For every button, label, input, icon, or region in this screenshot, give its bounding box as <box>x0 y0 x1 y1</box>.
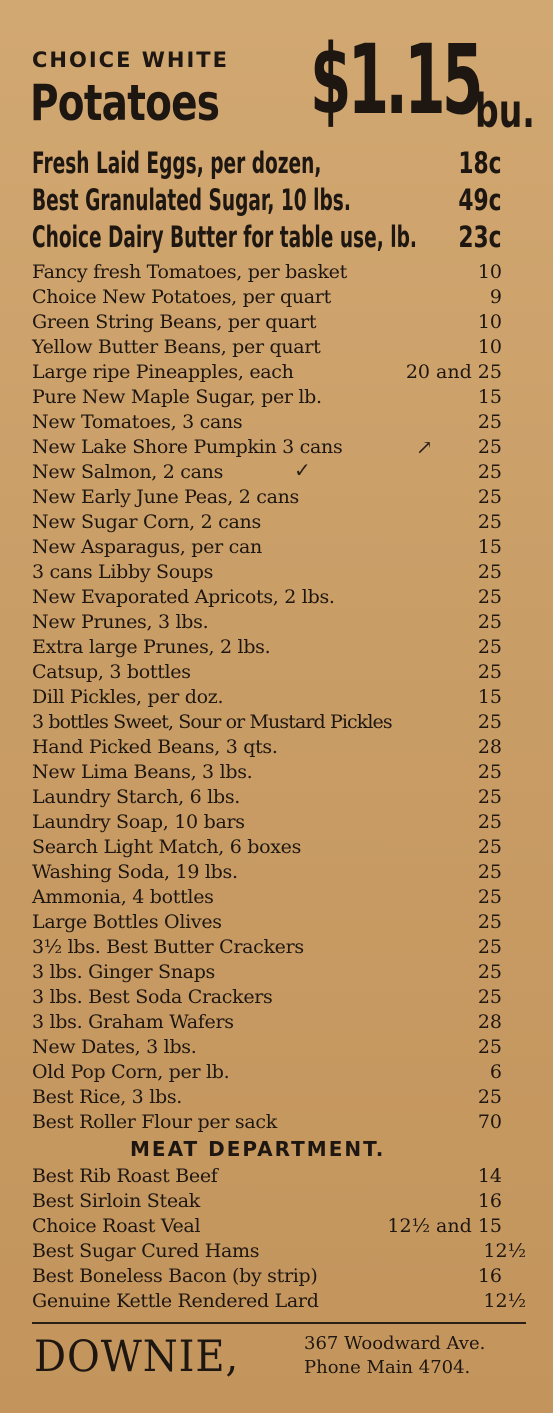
featured-item: Choice Dairy Butter for table use, lb. <box>32 220 417 254</box>
item-name: 3 lbs. Best Soda Crackers <box>32 986 273 1008</box>
item-price: 25 <box>477 1086 502 1108</box>
store-footer <box>32 1330 532 1390</box>
list-item <box>32 410 502 435</box>
item-name: Best Boneless Bacon (by strip) <box>32 1265 318 1287</box>
item-price: 25 <box>477 661 502 683</box>
item-name: New Early June Peas, 2 cans <box>32 486 299 508</box>
item-name: New Asparagus, per can <box>32 536 262 558</box>
item-name: 3 lbs. Graham Wafers <box>32 1011 234 1033</box>
item-price: 25 <box>477 1036 502 1058</box>
list-item <box>32 510 502 535</box>
store-address: 367 Woodward Ave. <box>304 1333 486 1354</box>
item-name: Catsup, 3 bottles <box>32 661 191 683</box>
item-price: 28 <box>477 736 502 758</box>
item-name: New Sugar Corn, 2 cans <box>32 511 261 533</box>
featured-price: 18c <box>458 146 502 180</box>
item-price: 10 <box>477 311 502 333</box>
item-price: 25 <box>477 986 502 1008</box>
store-phone: Phone Main 4704. <box>304 1357 471 1378</box>
item-price: 15 <box>477 536 502 558</box>
list-item <box>32 1189 526 1214</box>
item-price: 12½ <box>483 1240 526 1262</box>
item-price: 25 <box>477 461 502 483</box>
list-item <box>32 1010 502 1035</box>
item-name: Genuine Kettle Rendered Lard <box>32 1290 319 1312</box>
item-price: 25 <box>477 936 502 958</box>
list-item <box>32 1035 502 1060</box>
item-name: Washing Soda, 19 lbs. <box>32 861 238 883</box>
item-price: 25 <box>477 961 502 983</box>
item-name: Hand Picked Beans, 3 qts. <box>32 736 278 758</box>
meat-department-heading: MEAT DEPARTMENT. <box>130 1137 386 1161</box>
item-price: 12½ and 15 <box>387 1215 502 1237</box>
grocery-list <box>32 260 502 1135</box>
item-price: 20 and 25 <box>405 361 502 383</box>
featured-row <box>32 183 502 217</box>
featured-row <box>32 146 502 180</box>
list-item <box>32 1060 502 1085</box>
item-price: 25 <box>477 586 502 608</box>
list-item <box>32 285 502 310</box>
list-item <box>32 560 502 585</box>
list-item <box>32 1164 526 1189</box>
pen-arrow-icon: ↗ <box>416 435 433 459</box>
list-item <box>32 385 502 410</box>
item-name: New Dates, 3 lbs. <box>32 1036 197 1058</box>
list-item <box>32 985 502 1010</box>
store-name: DOWNIE, <box>34 1332 240 1382</box>
list-item <box>32 960 502 985</box>
footer-divider <box>32 1322 526 1324</box>
item-price: 25 <box>477 786 502 808</box>
item-name: Best Rice, 3 lbs. <box>32 1086 183 1108</box>
item-name: Extra large Prunes, 2 lbs. <box>32 636 271 658</box>
potato-headline <box>30 24 535 152</box>
list-item <box>32 635 502 660</box>
item-price: 25 <box>477 486 502 508</box>
list-item <box>32 1239 526 1264</box>
list-item <box>32 335 502 360</box>
item-name: New Tomatoes, 3 cans <box>32 411 243 433</box>
item-price: 16 <box>477 1265 502 1287</box>
featured-row <box>32 220 502 254</box>
headline-price: $1.15 <box>310 24 480 136</box>
item-price: 25 <box>477 436 502 458</box>
item-price: 25 <box>477 561 502 583</box>
list-item <box>32 260 502 285</box>
list-item <box>32 535 502 560</box>
featured-item: Best Granulated Sugar, 10 lbs. <box>32 183 351 217</box>
item-price: 70 <box>477 1111 502 1133</box>
item-price: 25 <box>477 761 502 783</box>
item-name: Choice Roast Veal <box>32 1215 201 1237</box>
item-name: Large ripe Pineapples, each <box>32 361 294 383</box>
item-price: 25 <box>477 836 502 858</box>
item-name: Ammonia, 4 bottles <box>32 886 214 908</box>
item-name: Best Rib Roast Beef <box>32 1165 218 1187</box>
list-item <box>32 760 502 785</box>
featured-item: Fresh Laid Eggs, per dozen, <box>32 146 322 180</box>
item-price: 25 <box>477 811 502 833</box>
item-name: New Salmon, 2 cans <box>32 461 224 483</box>
item-price: 25 <box>477 911 502 933</box>
item-name: Pure New Maple Sugar, per lb. <box>32 386 322 408</box>
item-name: Old Pop Corn, per lb. <box>32 1061 230 1083</box>
item-price: 6 <box>489 1061 502 1083</box>
item-price: 12½ <box>483 1290 526 1312</box>
item-name: 3 cans Libby Soups <box>32 561 214 583</box>
list-item <box>32 1085 502 1110</box>
item-price: 10 <box>477 261 502 283</box>
item-name: Best Sugar Cured Hams <box>32 1240 260 1262</box>
list-item <box>32 935 502 960</box>
list-item <box>32 435 502 460</box>
item-name: 3 lbs. Ginger Snaps <box>32 961 216 983</box>
store-contact <box>304 1332 485 1380</box>
item-name: Best Sirloin Steak <box>32 1190 201 1212</box>
item-name: New Evaporated Apricots, 2 lbs. <box>32 586 335 608</box>
item-name: Large Bottles Olives <box>32 911 222 933</box>
list-item <box>32 1289 526 1314</box>
item-name: Laundry Soap, 10 bars <box>32 811 245 833</box>
list-item <box>32 710 502 735</box>
item-name: Best Roller Flour per sack <box>32 1111 277 1133</box>
item-name: New Lake Shore Pumpkin 3 cans <box>32 436 343 458</box>
item-name: Fancy fresh Tomatoes, per basket <box>32 261 347 283</box>
item-price: 25 <box>477 636 502 658</box>
list-item <box>32 835 502 860</box>
item-price: 25 <box>477 611 502 633</box>
item-name: 3½ lbs. Best Butter Crackers <box>32 936 304 958</box>
list-item <box>32 735 502 760</box>
list-item <box>32 585 502 610</box>
item-name: Yellow Butter Beans, per quart <box>32 336 321 358</box>
item-price: 28 <box>477 1011 502 1033</box>
item-price: 15 <box>477 686 502 708</box>
list-item <box>32 360 502 385</box>
list-item <box>32 910 502 935</box>
list-item <box>32 460 502 485</box>
item-price: 25 <box>477 511 502 533</box>
item-price: 25 <box>477 861 502 883</box>
item-price: 9 <box>489 286 502 308</box>
list-item <box>32 1264 526 1289</box>
headline-title: Potatoes <box>30 74 220 132</box>
item-name: Choice New Potatoes, per quart <box>32 286 331 308</box>
featured-price: 49c <box>458 183 502 217</box>
item-name: 3 bottles Sweet, Sour or Mustard Pickles <box>32 711 392 733</box>
item-name: Green String Beans, per quart <box>32 311 317 333</box>
item-name: Laundry Starch, 6 lbs. <box>32 786 241 808</box>
pen-check-icon: ✓ <box>294 458 311 482</box>
meat-list <box>32 1164 526 1314</box>
list-item <box>32 885 502 910</box>
item-price: 15 <box>477 386 502 408</box>
list-item <box>32 1214 526 1239</box>
list-item <box>32 610 502 635</box>
item-price: 25 <box>477 711 502 733</box>
item-name: New Lima Beans, 3 lbs. <box>32 761 253 783</box>
item-name: New Prunes, 3 lbs. <box>32 611 209 633</box>
item-name: Search Light Match, 6 boxes <box>32 836 302 858</box>
list-item <box>32 785 502 810</box>
featured-price: 23c <box>458 220 502 254</box>
item-price: 10 <box>477 336 502 358</box>
list-item <box>32 810 502 835</box>
list-item <box>32 660 502 685</box>
item-name: Dill Pickles, per doz. <box>32 686 224 708</box>
headline-kicker: CHOICE WHITE <box>32 48 229 72</box>
list-item <box>32 1110 502 1135</box>
list-item <box>32 485 502 510</box>
item-price: 16 <box>477 1190 502 1212</box>
item-price: 25 <box>477 411 502 433</box>
item-price: 25 <box>477 886 502 908</box>
headline-unit: bu. <box>475 84 535 138</box>
list-item <box>32 310 502 335</box>
list-item <box>32 860 502 885</box>
list-item <box>32 685 502 710</box>
item-price: 14 <box>477 1165 502 1187</box>
